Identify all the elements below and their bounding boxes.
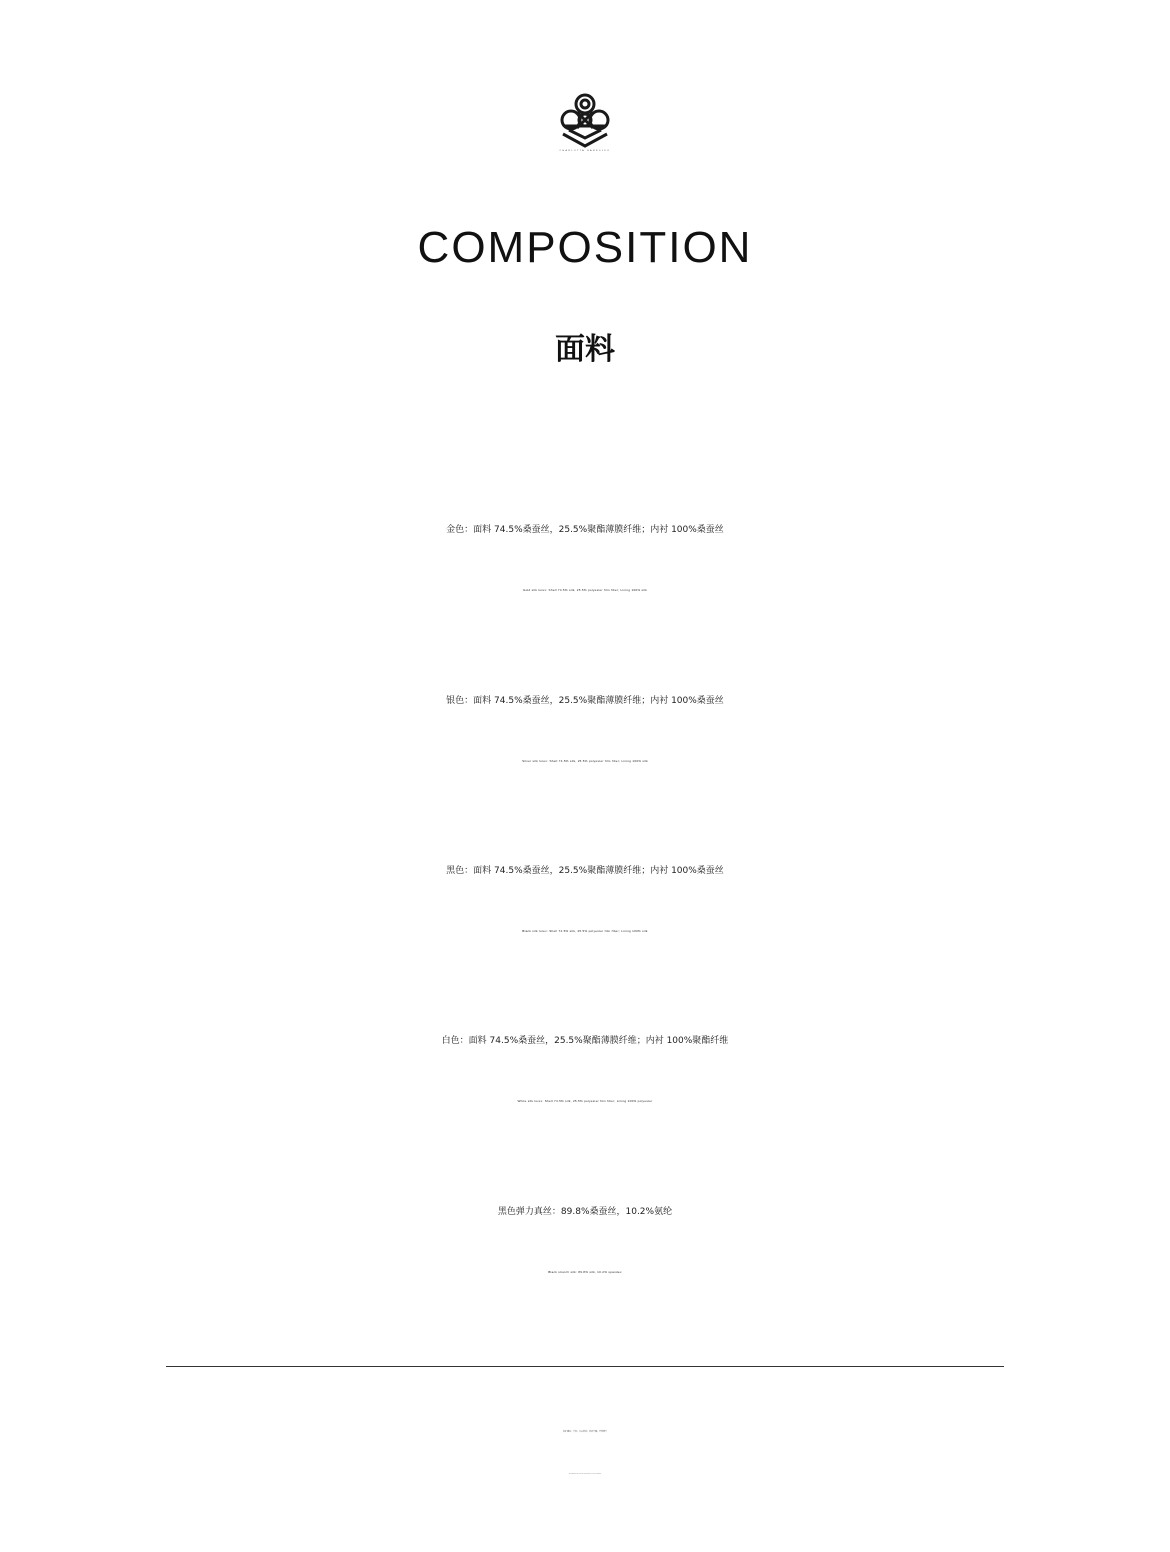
composition-zh-silver: 银色：面料 74.5%桑蚕丝，25.5%聚酯薄膜纤维；内衬 100%桑蚕丝	[446, 696, 724, 706]
composition-zh-gold: 金色：面料 74.5%桑蚕丝，25.5%聚酯薄膜纤维；内衬 100%桑蚕丝	[446, 525, 724, 535]
page-subtitle: 面料	[555, 332, 615, 367]
composition-en-black: Black silk lurex: Shell 74.5% silk, 25.5% polyester film fiber; Lining 100% silk	[522, 929, 648, 933]
composition-zh-black: 黑色：面料 74.5%桑蚕丝，25.5%聚酯薄膜纤维；内衬 100%桑蚕丝	[446, 866, 724, 876]
composition-zh-black-stretch: 黑色弹力真丝：89.8%桑蚕丝，10.2%氨纶	[497, 1207, 673, 1217]
care-instructions-zh: 洗护建议：干洗；小心轻放；平放干燥；不可烘干	[562, 1431, 607, 1433]
knot-emblem-icon	[555, 90, 615, 148]
composition-en-gold: Gold silk lurex: Shell 74.5% silk, 25.5% polyester film fiber; Lining 100% silk	[522, 588, 648, 592]
brand-name: CHARLOTTA GANDOLFO	[559, 150, 611, 152]
composition-zh-white: 白色：面料 74.5%桑蚕丝，25.5%聚酯薄膜纤维；内衬 100%聚酯纤维	[441, 1036, 729, 1046]
care-instructions-en: Care instructions: Dry-clean only. Handle with care. Flat dry. No tumbling.	[568, 1474, 602, 1475]
composition-en-black-stretch: Black stretch silk: 89.8% silk, 10.2% spandex	[548, 1270, 622, 1274]
brand-logo	[0, 90, 1170, 148]
page-title: COMPOSITION	[417, 223, 753, 272]
composition-en-silver: Silver silk lurex: Shell 74.5% silk, 25.5% polyester film fiber; Lining 100% silk	[522, 759, 648, 763]
composition-en-white: White silk lurex: Shell 74.5% silk, 25.5% polyester film fiber; Lining 100% polyester	[517, 1099, 653, 1103]
section-divider	[166, 1366, 1004, 1367]
